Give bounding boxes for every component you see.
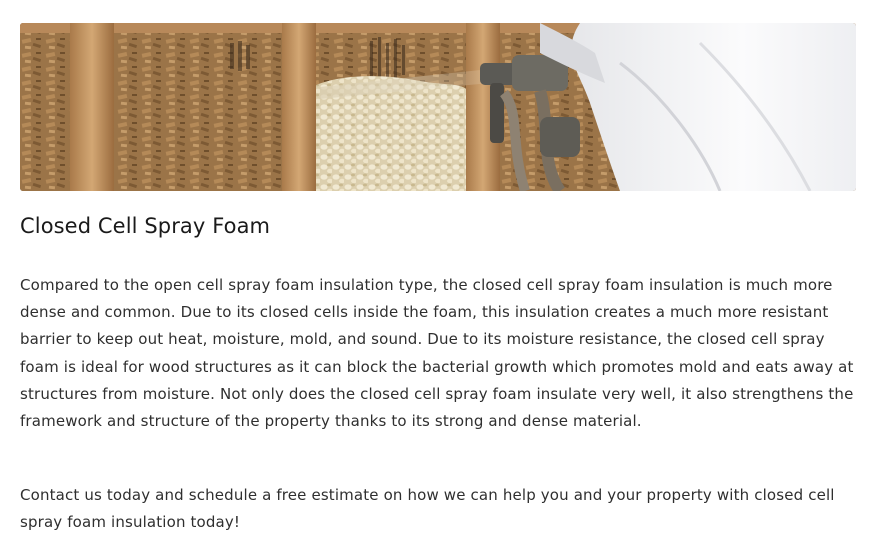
wood-stud <box>282 23 316 191</box>
page-title: Closed Cell Spray Foam <box>20 214 271 238</box>
description-paragraph: Compared to the open cell spray foam insulation type, the closed cell spray foam insulation is much more dense and common. Due to its closed cells inside the foam, this insulation creates a much more resistant barrier to keep out heat, moisture, mold, and sound. Due to its moisture resistance, the closed cell spray foam is ideal for wood structures as it can block the bacterial growth which promotes mold and eats away at structures from moisture. Not only does the closed cell spray foam insulate very well, it also strengthens the framework and structure of the property thanks to its strong and dense material. <box>20 276 854 431</box>
operator-suit <box>571 23 856 191</box>
wood-stud <box>70 23 114 191</box>
spray-foam-photo <box>20 23 856 191</box>
hero-image <box>20 23 856 191</box>
contact-paragraph: Contact us today and schedule a free estimate on how we can help you and your property with closed cell spray foam insulation today! <box>20 486 835 532</box>
